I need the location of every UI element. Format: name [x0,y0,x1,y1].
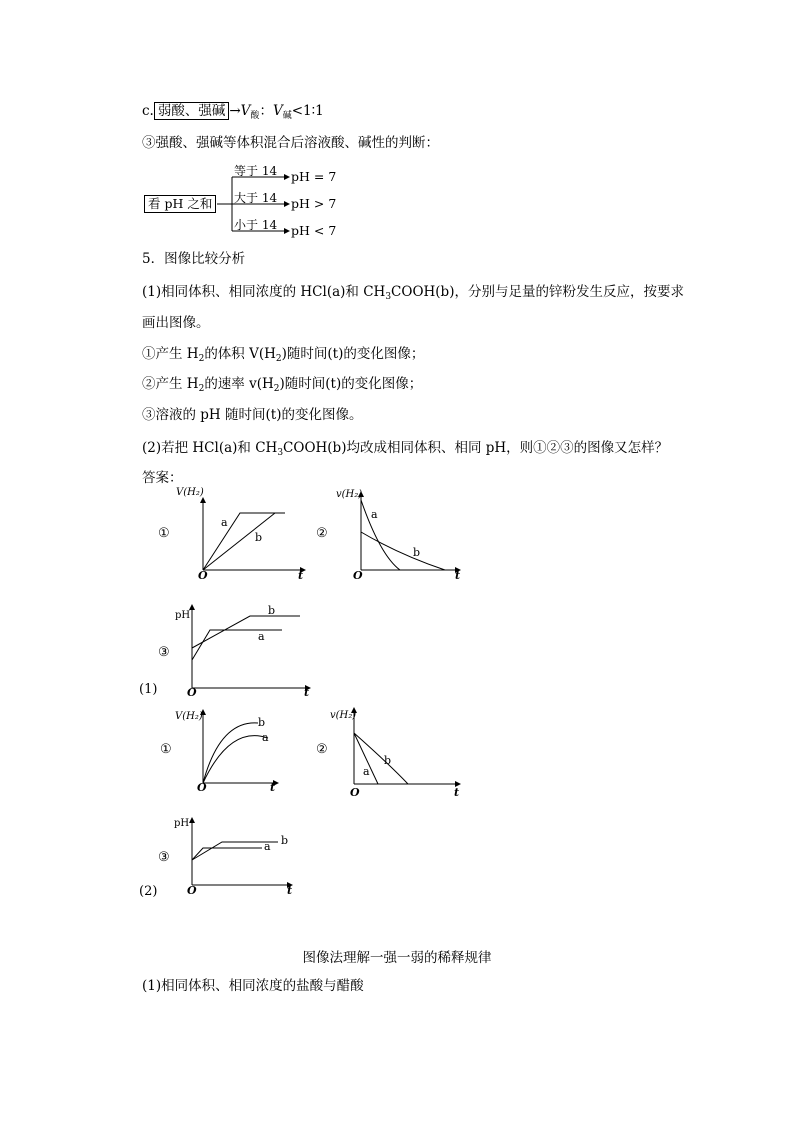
graph-2-2-ylabel: v(H₂) [330,710,357,721]
graph-2-1-origin: O [197,781,207,794]
graph-2-2-label-b: b [384,754,392,767]
graph-1-3-ylabel: pH [175,610,191,621]
para-2 [142,439,668,462]
para-1-b: COOH(b)，分别与足量的锌粉发生反应，按要求 [391,284,684,300]
para-2-sub: 3 [277,448,284,458]
graph-1-3-origin: O [187,686,197,699]
curve-a [203,736,268,783]
v-symbol-2: V [272,103,283,119]
circle-1-label: ① [158,526,170,541]
sub-base: 碱 [282,111,292,121]
item-1-sub: 2 [198,354,205,364]
circle-3-label: ③ [158,645,170,660]
ph-sum-diagram [142,160,342,240]
circle-2b-label: ② [316,742,328,757]
graph-1-2-origin: O [353,569,363,582]
weak-acid-strong-base-box: 弱酸、强碱 [154,102,230,120]
graph-2-1-xlabel: t [270,781,276,794]
ratio: <1∶1 [291,103,324,119]
sub-acid: 酸 [250,111,260,121]
branch-result-2: pH > 7 [291,196,337,211]
graph-2-1-label-b: b [258,716,266,729]
item-2-sub: 2 [198,384,205,394]
curve-b [192,616,300,648]
graph-2-3-ylabel: pH [174,818,190,829]
branch-cond-1: 等于 14 [234,164,278,178]
circle-1b-label: ① [160,742,172,757]
last-line: (1)相同体积、相同浓度的盐酸与醋酸 [142,978,364,994]
curve-a [192,630,282,660]
graph-1-1-label-b: b [255,531,263,544]
para-2-a: (2)若把 HCl(a)和 CH [142,440,278,456]
graph-1-1-ylabel: V(H₂) [176,487,204,498]
arrow-right-icon: → [229,103,241,119]
item-2-sub2: 2 [273,384,280,394]
item-3: ③溶液的 pH 随时间(t)的变化图像。 [142,407,363,423]
curve-b [203,513,275,570]
graph-1-3 [192,605,310,688]
graph-1-1-origin: O [198,569,208,582]
graph-1-2-label-a: a [371,508,378,521]
graph-2-3-label-a: a [264,840,271,853]
branch-result-1: pH = 7 [291,169,337,184]
para-1-a: (1)相同体积、相同浓度的 HCl(a)和 CH [142,284,386,300]
arrowhead-icon [284,201,290,207]
graph-2-1 [203,710,278,783]
graph-2-3-label-b: b [281,834,289,847]
para-2-b: COOH(b)均改成相同体积、相同 pH，则①②③的图像又怎样？ [283,440,669,456]
v-symbol: V [240,103,251,119]
arrowhead-icon [284,174,290,180]
item-2-c: )随时间(t)的变化图像； [279,376,423,392]
curve-a [203,513,285,570]
graph-2-3 [192,818,292,885]
graph-2-2-label-a: a [363,765,370,778]
graph-2-1-label-a: a [262,731,269,744]
graph-1-2-ylabel: v(H₂) [336,489,363,500]
answer-label: 答案： [142,470,183,486]
ph-sum-box: 看 pH 之和 [144,195,216,213]
graph-2-2-origin: O [350,786,360,799]
arrowhead-icon [284,228,290,234]
item-1 [142,345,424,368]
line-c-prefix: c. [142,103,154,119]
graph-1-1-label-a: a [221,516,228,529]
graph-1-1-xlabel: t [298,569,304,582]
item-1-c: )随时间(t)的变化图像； [281,346,425,362]
graph-1-2-label-b: b [413,546,421,559]
answer-graphs [0,480,794,920]
graph-1-3-xlabel: t [304,686,310,699]
para-1-cont: 画出图像。 [142,315,210,331]
item-2 [142,375,422,398]
graph-1-1 [203,498,305,570]
branch-cond-3: 小于 14 [234,218,278,232]
graph-2-1-ylabel: V(H₂) [175,711,203,722]
colon: ： [259,103,273,119]
graph-2-3-origin: O [187,884,197,897]
graph-1-2-xlabel: t [455,569,461,582]
graph-2-2-xlabel: t [454,786,460,799]
branch-cond-2: 大于 14 [234,191,278,205]
part-2-label: (2) [139,884,158,899]
graph-2-3-xlabel: t [287,884,293,897]
circle-2-label: ② [316,526,328,541]
line-3: ③强酸、强碱等体积混合后溶液酸、碱性的判断： [142,135,439,151]
graph-1-2 [361,492,460,570]
graph-1-3-label-a: a [258,630,265,643]
para-1-sub: 3 [385,292,392,302]
item-1-a: ①产生 H [142,346,199,362]
curve-b [361,532,445,570]
item-2-a: ②产生 H [142,376,199,392]
item-1-sub2: 2 [275,354,282,364]
line-c [142,102,324,125]
circle-3b-label: ③ [158,850,170,865]
sub-title: 图像法理解一强一弱的稀释规律 [302,950,492,966]
graph-1-3-label-b: b [268,604,276,617]
item-1-b: 的体积 V(H [204,346,276,362]
part-1-label: (1) [139,682,158,697]
branch-result-3: pH < 7 [291,223,337,238]
curve-b [203,723,258,783]
item-2-b: 的速率 v(H [204,376,274,392]
para-1 [142,283,684,306]
section-5-heading: 5．图像比较分析 [142,251,246,267]
